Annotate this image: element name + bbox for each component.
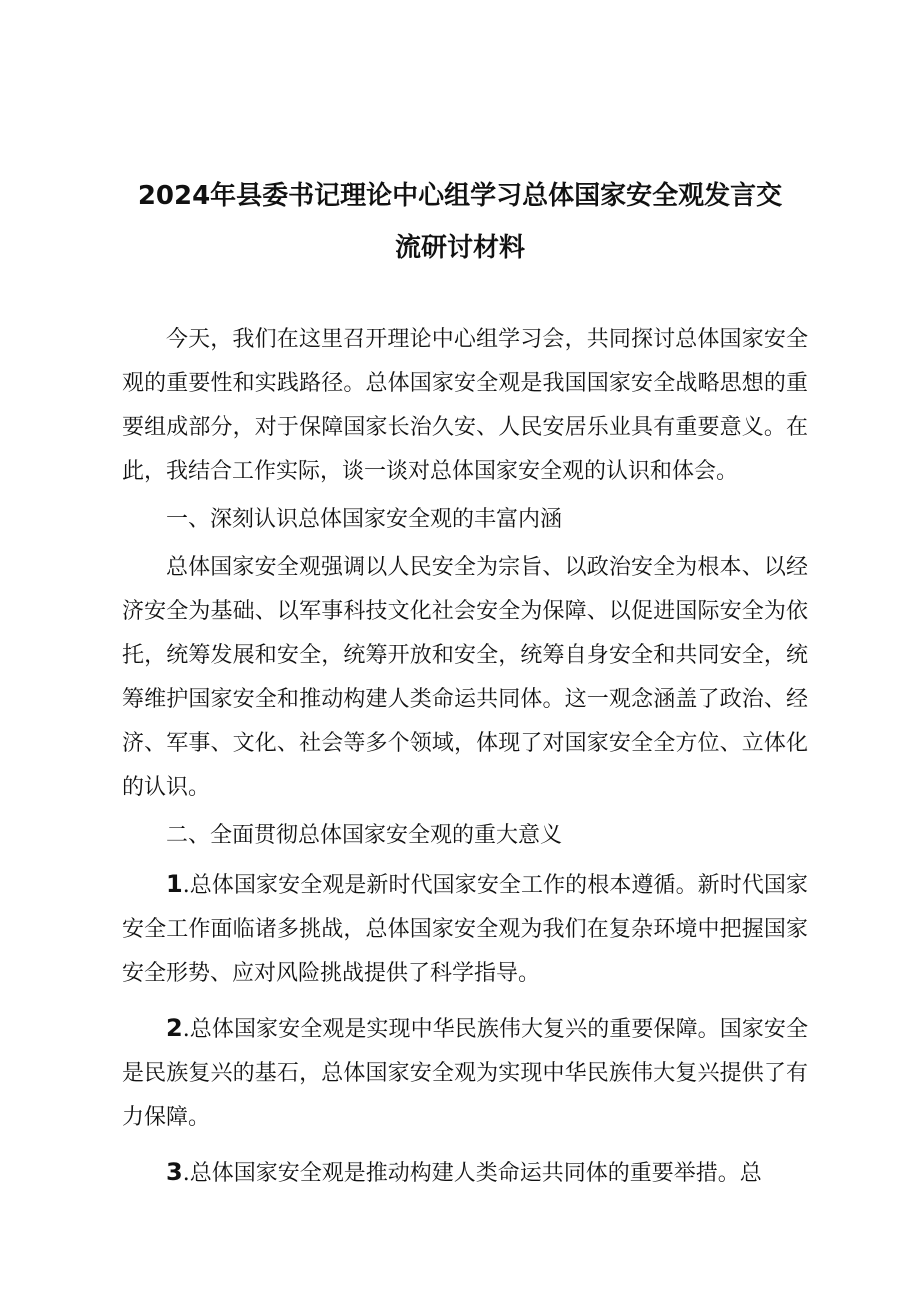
title-line-2: 流研讨材料 <box>394 233 525 263</box>
point-number: 3 <box>166 1158 183 1186</box>
numbered-point-1 <box>122 862 808 996</box>
document-body <box>122 318 808 1206</box>
point-number: 1 <box>166 870 183 898</box>
point-text: .总体国家安全观是推动构建人类命运共同体的重要举措。总 <box>182 1161 762 1186</box>
point-text: .总体国家安全观是新时代国家安全工作的根本遵循。新时代国家安全工作面临诸多挑战，总体国家安全观为我们在复杂环境中把握国家安全形势、应对风险挑战提供了科学指导。 <box>122 873 808 986</box>
section-heading-1: 一、深刻认识总体国家安全观的丰富内涵 <box>166 507 563 532</box>
section-heading-2: 二、全面贯彻总体国家安全观的重大意义 <box>166 823 563 848</box>
numbered-point-2 <box>122 1006 808 1140</box>
document-title <box>110 170 810 274</box>
section-1-paragraph: 总体国家安全观强调以人民安全为宗旨、以政治安全为根本、以经济安全为基础、以军事科技文化社会安全为保障、以促进国际安全为依托，统筹发展和安全，统筹开放和安全，统筹自身安全和共同安全，统筹维护国家安全和推动构建人类命运共同体。这一观念涵盖了政治、经济、军事、文化、社会等多个领域，体现了对国家安全全方位、立体化的认识。 <box>122 555 808 800</box>
point-number: 2 <box>166 1014 183 1042</box>
intro-paragraph: 今天，我们在这里召开理论中心组学习会，共同探讨总体国家安全观的重要性和实践路径。总体国家安全观是我国国家安全战略思想的重要组成部分，对于保障国家长治久安、人民安居乐业具有重要意义。在此，我结合工作实际，谈一谈对总体国家安全观的认识和体会。 <box>122 327 808 484</box>
title-line-1: 2024年县委书记理论中心组学习总体国家安全观发言交 <box>137 181 783 211</box>
point-text: .总体国家安全观是实现中华民族伟大复兴的重要保障。国家安全是民族复兴的基石，总体国家安全观为实现中华民族伟大复兴提供了有力保障。 <box>122 1017 808 1130</box>
numbered-point-3 <box>122 1150 808 1196</box>
